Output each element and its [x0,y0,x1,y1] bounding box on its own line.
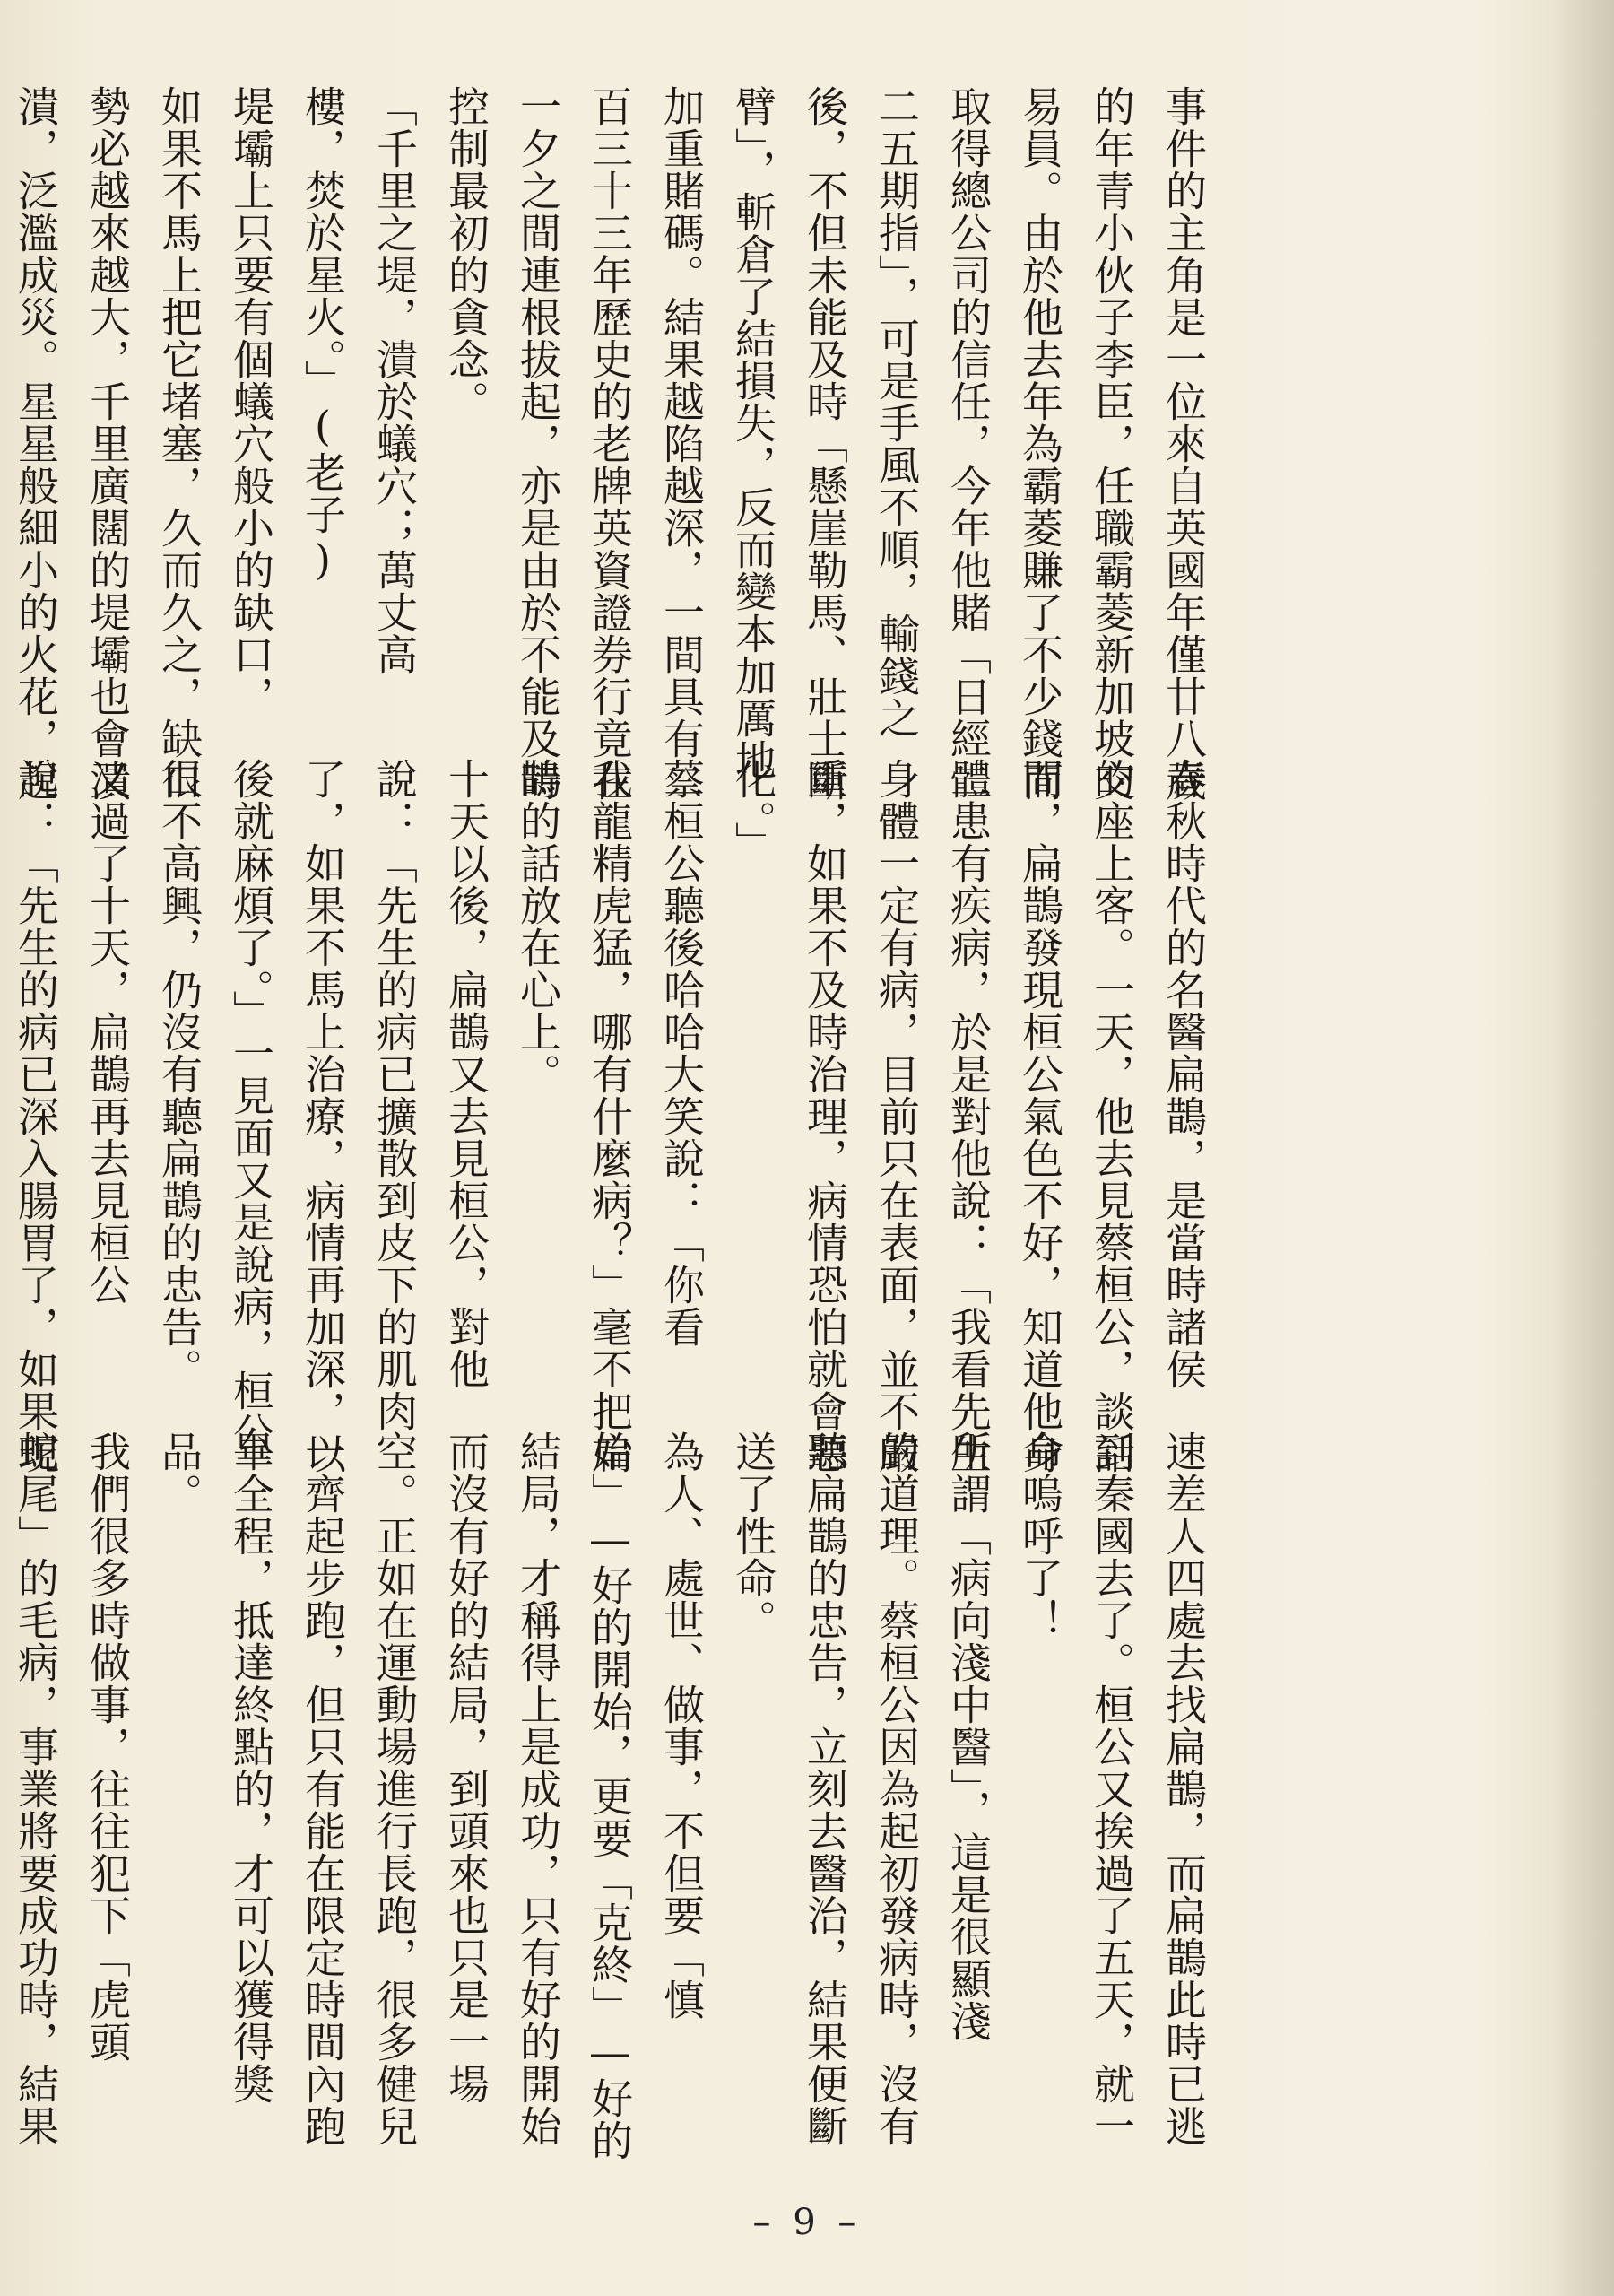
text-column: 蔡桓公聽後哈哈大笑說：「你看 [657,758,706,1348]
text-column: 取得總公司的信任，今年他賭「日經二 [944,85,993,802]
text-column: 到秦國去了。桓公又挨過了五天，就一 [1088,1431,1136,2147]
text-column: 畢全程，抵達終點的，才可以獲得獎 [227,1431,275,2105]
text-column: 空。正如在運動場進行長跑，很多健兒 [370,1431,419,2147]
text-column: 而沒有好的結局，到頭來也只是一場 [442,1431,490,2105]
text-block-middle [12,758,1219,1474]
text-column: 二五期指」，可是手風不順，輸錢之 [872,85,921,739]
text-column: 的年青小伙子李臣，任職霸菱新加坡交 [1088,85,1136,802]
text-column: 很不高興，仍沒有聽扁鵲的忠告。 [155,758,204,1390]
text-column: 送了性命。 [729,1431,777,1641]
text-column: 說：「先生的病已擴散到皮下的肌肉 [370,758,419,1432]
page-binding-shadow [1551,0,1614,2296]
text-column: 體患有疾病，於是對他說：「我看先生 [944,758,993,1474]
text-column: 春秋時代的名醫扁鵲，是當時諸侯 [1159,758,1208,1390]
text-column: 「千里之堤，潰於蟻穴；萬丈高 [370,85,419,675]
text-column: 化。」 [729,758,777,864]
text-column: 樓，焚於星火。」(老子) [299,85,347,585]
text-column: 身體一定有病，目前只在表面，並不嚴 [872,758,921,1474]
text-column: 百三十三年歷史的老牌英資證券行竟在 [586,85,634,802]
text-column: 了，如果不馬上治療，病情再加深，以 [299,758,347,1474]
text-column: 臂」，斬倉了結損失，反而變本加厲地 [729,85,777,781]
text-column: 始」—好的開始，更要「克終」—好的 [586,1431,634,2161]
text-column: 蛇尾」的毛病，事業將要成功時，結果 [12,1431,60,2147]
text-column: 控制最初的貪念。 [442,85,490,422]
text-block-bottom [12,1431,1219,2161]
text-column: 加重賭碼。結果越陷越深，一間具有二 [657,85,706,802]
text-column: 潰，泛濫成災。星星般細小的火花，起 [12,85,60,802]
text-column: 重，如果不及時治理，病情恐怕就會惡 [801,758,849,1474]
text-column: 聽扁鵲的忠告，立刻去醫治，結果便斷 [801,1431,849,2147]
text-column: 後就麻煩了。」一見面又是說病，桓公 [227,758,275,1454]
text-column: 結局，才稱得上是成功，只有好的開始 [514,1431,562,2147]
text-column: 一夕之間連根拔起，亦是由於不能及時 [514,85,562,802]
text-column: 後，不但未能及時「懸崖勒馬、壯士斷 [801,85,849,802]
text-column: 所謂「病向淺中醫」，這是很顯淺 [944,1431,993,2042]
page-number: – 9 – [752,2202,862,2243]
text-column: 間，扁鵲發現桓公氣色不好，知道他身 [1016,758,1064,1474]
text-column: 堤壩上只要有個蟻穴般小的缺口， [227,85,275,718]
text-column: 速差人四處去找扁鵲，而扁鵲此時已逃 [1159,1431,1208,2147]
text-column: 品。 [155,1431,204,1515]
text-column: 易員。由於他去年為霸菱賺了不少錢而 [1016,85,1064,802]
text-column: 又過了十天，扁鵲再去見桓公 [83,758,132,1306]
text-column: 我龍精虎猛，哪有什麼病？」毫不把扁 [586,758,634,1474]
text-column: 我們很多時做事，往往犯下「虎頭 [83,1431,132,2063]
text-column: 事件的主角是一位來自英國年僅廿八歲 [1159,85,1208,802]
text-column: 的道理。蔡桓公因為起初發病時，沒有 [872,1431,921,2147]
text-column: 如果不馬上把它堵塞，久而久之，缺口 [155,85,204,802]
text-column: 說：「先生的病已深入腸胃了，如果現 [12,758,60,1474]
text-column: 的座上客。一天，他去見蔡桓公，談話 [1088,758,1136,1474]
text-block-top [12,85,1219,802]
text-column: 十天以後，扁鵲又去見桓公，對他 [442,758,490,1390]
text-column: 鵲的話放在心上。 [514,758,562,1095]
text-column: 命嗚呼了！ [1016,1431,1064,1641]
text-column: 為人、處世、做事，不但要「慎 [657,1431,706,2021]
text-column: 勢必越來越大，千里廣闊的堤壩也會潰 [83,85,132,802]
text-column: 一齊起步跑，但只有能在限定時間內跑 [299,1431,347,2147]
